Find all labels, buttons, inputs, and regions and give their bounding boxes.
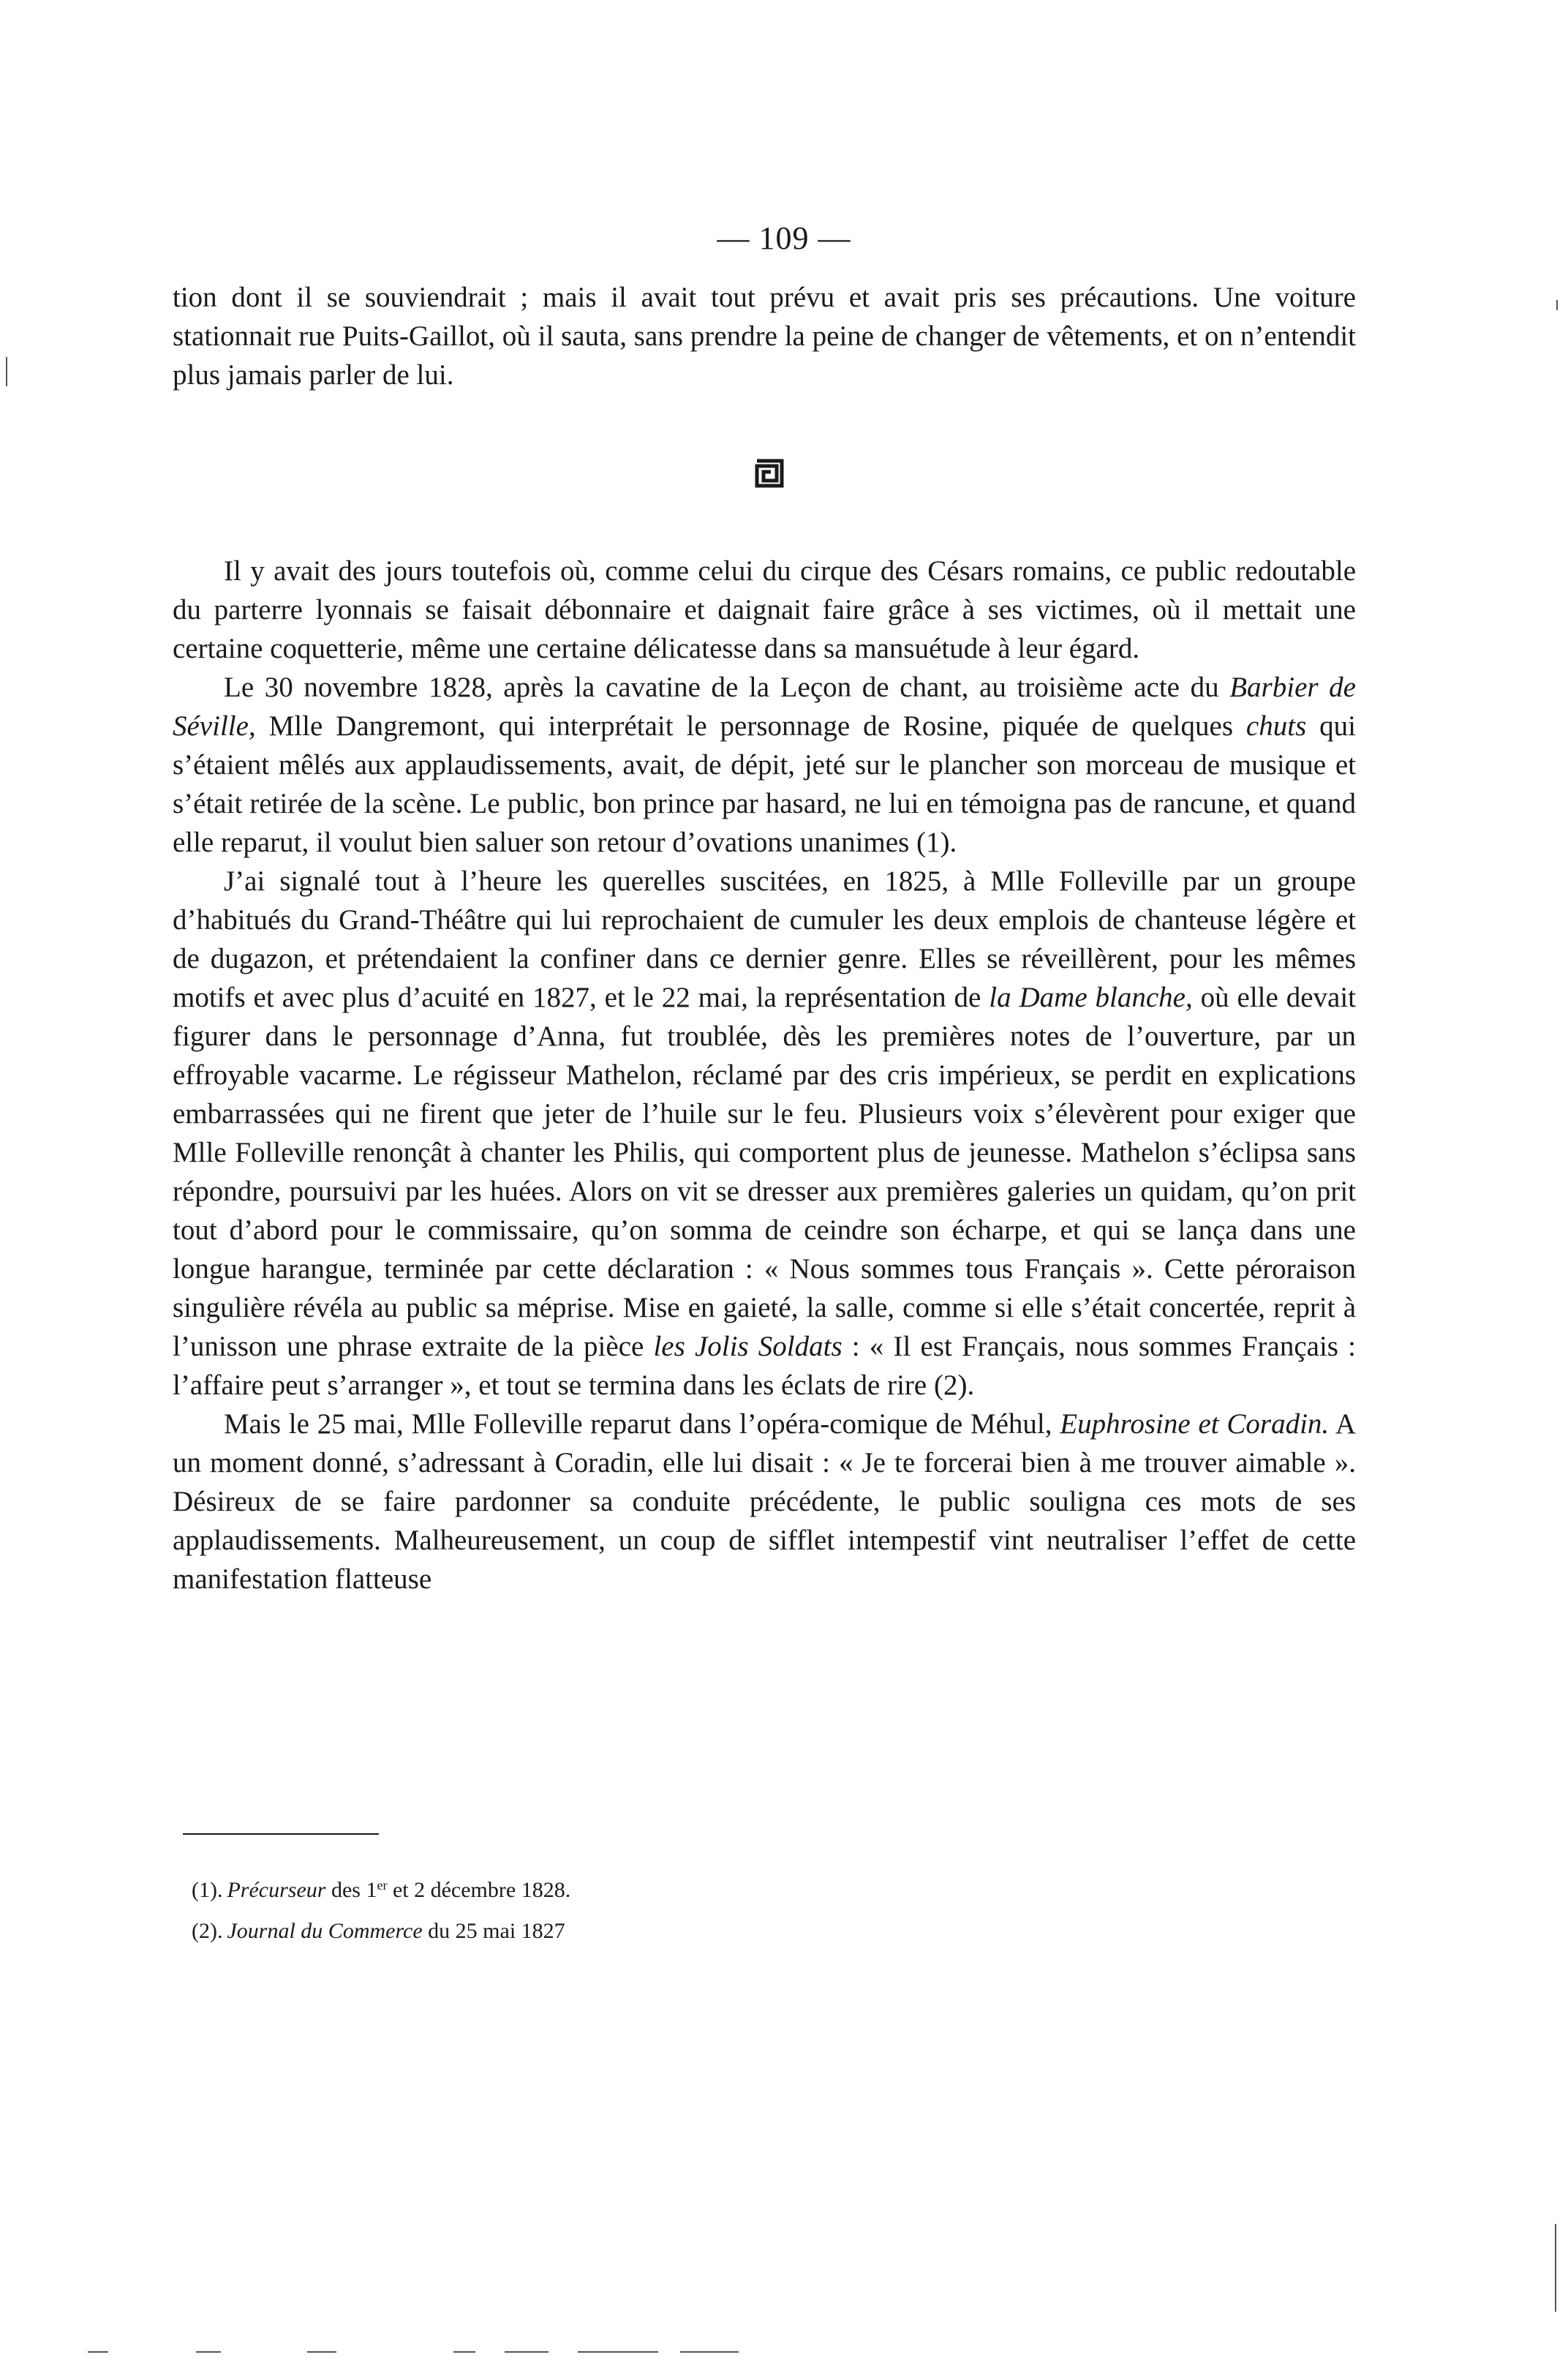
main-text bbox=[173, 552, 1356, 1598]
scan-artifact bbox=[453, 2351, 475, 2353]
scan-artifact bbox=[578, 2351, 658, 2353]
paragraph: Il y avait des jours toutefois où, comme celui du cirque des Césars romains, ce public redoutable du parterre lyonnais se faisait débonnaire et daignait faire grâce à ses victimes, où il mettait une certaine coquetterie, même une certaine délicatesse dans sa mansuétude à leur égard. bbox=[173, 555, 1356, 664]
scan-artifact bbox=[88, 2351, 108, 2353]
footnote-source: Journal du Commerce bbox=[227, 1919, 423, 1943]
title-italic: les Jolis Soldats bbox=[653, 1331, 843, 1362]
scan-artifact bbox=[6, 357, 7, 386]
scan-artifact bbox=[1555, 2224, 1556, 2312]
footnote-ref: (2). bbox=[192, 1919, 223, 1943]
title-italic: Euphrosine et Coradin. bbox=[1060, 1408, 1330, 1440]
scan-artifact bbox=[1556, 300, 1558, 310]
paragraph: Le 30 novembre 1828, après la cavatine de la Leçon de chant, au troisième acte du Barbier de Séville, Mlle Dangremont, qui interprétait le personnage de Rosine, piquée de quelques chuts qui s’étaient mêlés aux applaudissements, avait, de dépit, jeté sur le plancher son morceau de musique et s’était retirée de la scène. Le public, bon prince par hasard, ne lui en témoigna pas de rancune, et quand elle reparut, il voulut bien saluer son retour d’ovations unanimes (1). bbox=[173, 672, 1356, 858]
emphasis-italic: chuts bbox=[1245, 710, 1307, 742]
paragraph: tion dont il se souviendrait ; mais il avait tout prévu et avait pris ses précautions. Une voiture stationnait rue Puits-Gaillot, où il sauta, sans prendre la peine de changer de vêtements, et on n’entendit plus jamais parler de lui. bbox=[173, 282, 1356, 391]
title-italic: Barbier de Séville, bbox=[173, 672, 1356, 742]
scan-artifact bbox=[505, 2351, 549, 2353]
footnotes bbox=[192, 1870, 1215, 1952]
scan-artifact bbox=[196, 2351, 221, 2353]
paragraph-continued bbox=[173, 278, 1356, 394]
title-italic: la Dame blanche, bbox=[989, 982, 1193, 1013]
scan-artifact bbox=[307, 2351, 336, 2353]
footnote: (2). Journal du Commerce du 25 mai 1827 bbox=[192, 1919, 565, 1943]
footnote-ref: (1). bbox=[192, 1878, 223, 1902]
scan-artifact bbox=[680, 2351, 739, 2353]
footnote: (1). Précurseur des 1er et 2 décembre 1828. bbox=[192, 1878, 571, 1902]
paragraph: Mais le 25 mai, Mlle Folleville reparut dans l’opéra-comique de Méhul, Euphrosine et Coradin. A un moment donné, s’adressant à Coradin, elle lui disait : « Je te forcerai bien à me trouver aimable ». Désireux de se faire pardonner sa conduite précédente, le public souligna ces mots de ses applaudissements. Malheureusement, un coup de sifflet intempestif vint neutraliser l’effet de cette manifestation flatteuse bbox=[173, 1408, 1356, 1595]
page-number: — 109 — bbox=[717, 220, 851, 256]
footnote-source: Précurseur bbox=[227, 1878, 326, 1902]
greek-key-ornament-icon bbox=[755, 459, 784, 488]
paragraph: J’ai signalé tout à l’heure les querelles suscitées, en 1825, à Mlle Folleville par un groupe d’habitués du Grand-Théâtre qui lui reprochaient de cumuler les deux emplois de chanteuse légère et de dugazon, et prétendaient la confiner dans ce dernier genre. Elles se réveillèrent, pour les mêmes motifs et avec plus d’acuité en 1827, et le 22 mai, la représentation de la Dame blanche, où elle devait figurer dans le personnage d’Anna, fut troublée, dès les premières notes de l’ouverture, par un effroyable vacarme. Le régisseur Mathelon, réclamé par des cris impérieux, se perdit en explications embarrassées qui ne firent que jeter de l’huile sur le feu. Plusieurs voix s’élevèrent pour exiger que Mlle Folleville renonçât à chanter les Philis, qui comportent plus de jeunesse. Mathelon s’éclipsa sans répondre, poursuivi par les huées. Alors on vit se dresser aux premières galeries un quidam, qu’on prit tout d’abord pour le commissaire, qu’on somma de ceindre son écharpe, et qui se lança dans une longue harangue, terminée par cette déclaration : « Nous sommes tous Français ». Cette péroraison singulière révéla au public sa méprise. Mise en gaieté, la salle, comme si elle s’était concertée, reprit à l’unisson une phrase extraite de la pièce les Jolis Soldats : « Il est Français, nous sommes Français : l’affaire peut s’arranger », et tout se termina dans les éclats de rire (2). bbox=[173, 865, 1356, 1401]
footnote-separator bbox=[183, 1833, 379, 1835]
